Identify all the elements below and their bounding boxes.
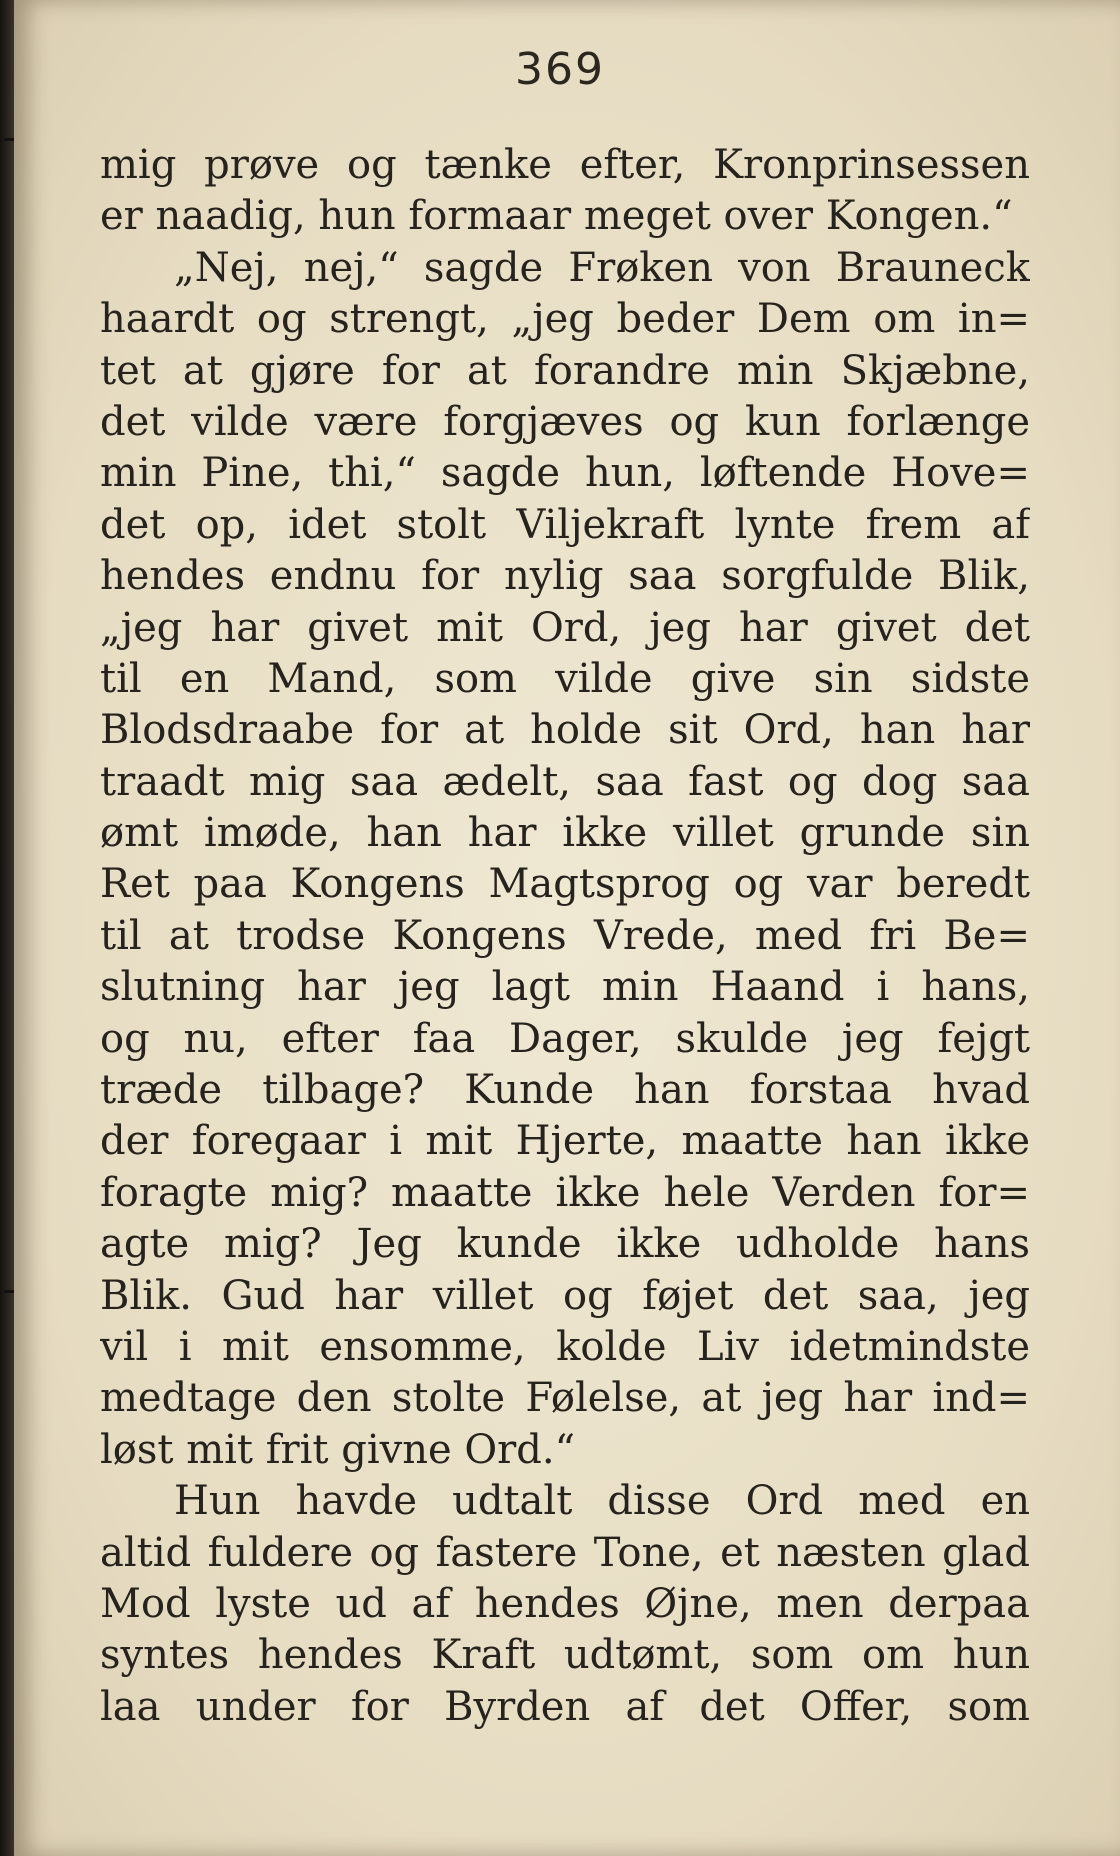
text-line: syntes hendes Kraft udtømt, som om hun [100,1632,1030,1679]
text-line: laa under for Byrden af det Offer, som [100,1683,1030,1730]
text-line: mig prøve og tænke efter, Kronprinsessen [100,142,1030,188]
gutter-mark [4,1290,14,1293]
text-line: Ret paa Kongens Magtsprog og var beredt [100,861,1030,908]
text-line: det op, idet stolt Viljekraft lynte frem af [100,501,1030,548]
text-line: medtage den stolte Følelse, at jeg har ind= [100,1375,1030,1422]
text-line: foragte mig? maatte ikke hele Verden for= [100,1169,1030,1216]
book-gutter [0,0,14,1856]
body-text [100,140,1030,1733]
text-line: hendes endnu for nylig saa sorgfulde Blik, [100,553,1030,600]
text-line: ømt imøde, han har ikke villet grunde sin [100,810,1030,857]
text-line: træde tilbage? Kunde han forstaa hvad [100,1067,1030,1114]
text-line: til at trodse Kongens Vrede, med fri Be= [100,912,1030,959]
text-line: der foregaar i mit Hjerte, maatte han ikke [100,1118,1030,1165]
text-line: Blodsdraabe for at holde sit Ord, han har [100,707,1030,754]
text-line: vil i mit ensomme, kolde Liv idetmindste [100,1323,1030,1370]
text-line: min Pine, thi,“ sagde hun, løftende Hove= [100,450,1030,497]
text-line: altid fuldere og fastere Tone, et næsten glad [100,1529,1030,1576]
page-number: 369 [515,44,605,95]
text-line: er naadig, hun formaar meget over Kongen.“ [100,193,1013,240]
text-line: agte mig? Jeg kunde ikke udholde hans [100,1221,1030,1268]
text-line: Hun havde udtalt disse Ord med en [174,1478,1030,1525]
text-line: Mod lyste ud af hendes Øjne, men derpaa [100,1580,1030,1627]
text-line: Blik. Gud har villet og føjet det saa, jeg [100,1272,1030,1319]
text-line: tet at gjøre for at forandre min Skjæbne, [100,347,1030,394]
text-line: og nu, efter faa Dager, skulde jeg fejgt [100,1015,1030,1062]
gutter-mark [4,138,14,141]
text-line: slutning har jeg lagt min Haand i hans, [100,964,1030,1011]
text-line: „jeg har givet mit Ord, jeg har givet det [100,604,1030,651]
text-line: haardt og strengt, „jeg beder Dem om in= [100,296,1030,343]
text-line: „Nej, nej,“ sagde Frøken von Brauneck [174,244,1030,291]
text-line: til en Mand, som vilde give sin sidste [100,655,1030,702]
text-line: løst mit frit givne Ord.“ [100,1426,576,1473]
text-line: traadt mig saa ædelt, saa fast og dog saa [100,758,1030,805]
text-line: det vilde være forgjæves og kun forlænge [100,398,1030,445]
